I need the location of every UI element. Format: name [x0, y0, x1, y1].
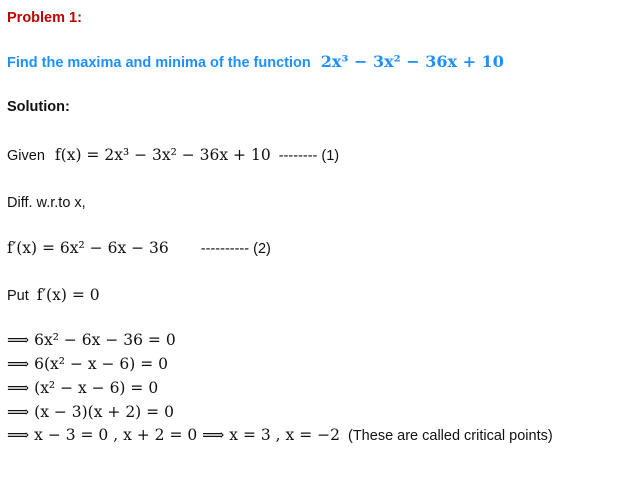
critical-points-note: (These are called critical points): [348, 428, 553, 444]
derivative-ref: ---------- (2): [200, 241, 271, 257]
put-label: Put: [7, 288, 29, 304]
task-line: [7, 52, 504, 73]
put-line: [7, 285, 100, 306]
problem-title: Problem 1:: [7, 10, 82, 26]
final-step-line: [7, 425, 553, 446]
given-line: [7, 145, 339, 166]
given-equation: f(x) = 2x³ − 3x² − 36x + 10: [54, 146, 271, 164]
derivative-equation: f′(x) = 6x² − 6x − 36: [7, 239, 169, 257]
given-label: Given: [7, 148, 45, 164]
step-4: ⟹ (x − 3)(x + 2) = 0: [7, 403, 174, 421]
task-function: 2x³ − 3x² − 36x + 10: [320, 52, 504, 71]
derivative-line: [7, 238, 271, 259]
put-equation: f′(x) = 0: [36, 286, 100, 304]
given-ref: -------- (1): [278, 148, 340, 164]
final-equation: ⟹ x − 3 = 0 , x + 2 = 0 ⟹ x = 3 , x = −2: [7, 426, 340, 444]
diff-label: Diff. w.r.to x,: [7, 195, 86, 211]
solution-label: Solution:: [7, 99, 70, 115]
step-3: ⟹ (x² − x − 6) = 0: [7, 379, 159, 397]
step-1: ⟹ 6x² − 6x − 36 = 0: [7, 331, 176, 349]
task-text: Find the maxima and minima of the function: [7, 55, 311, 71]
step-2: ⟹ 6(x² − x − 6) = 0: [7, 355, 169, 373]
